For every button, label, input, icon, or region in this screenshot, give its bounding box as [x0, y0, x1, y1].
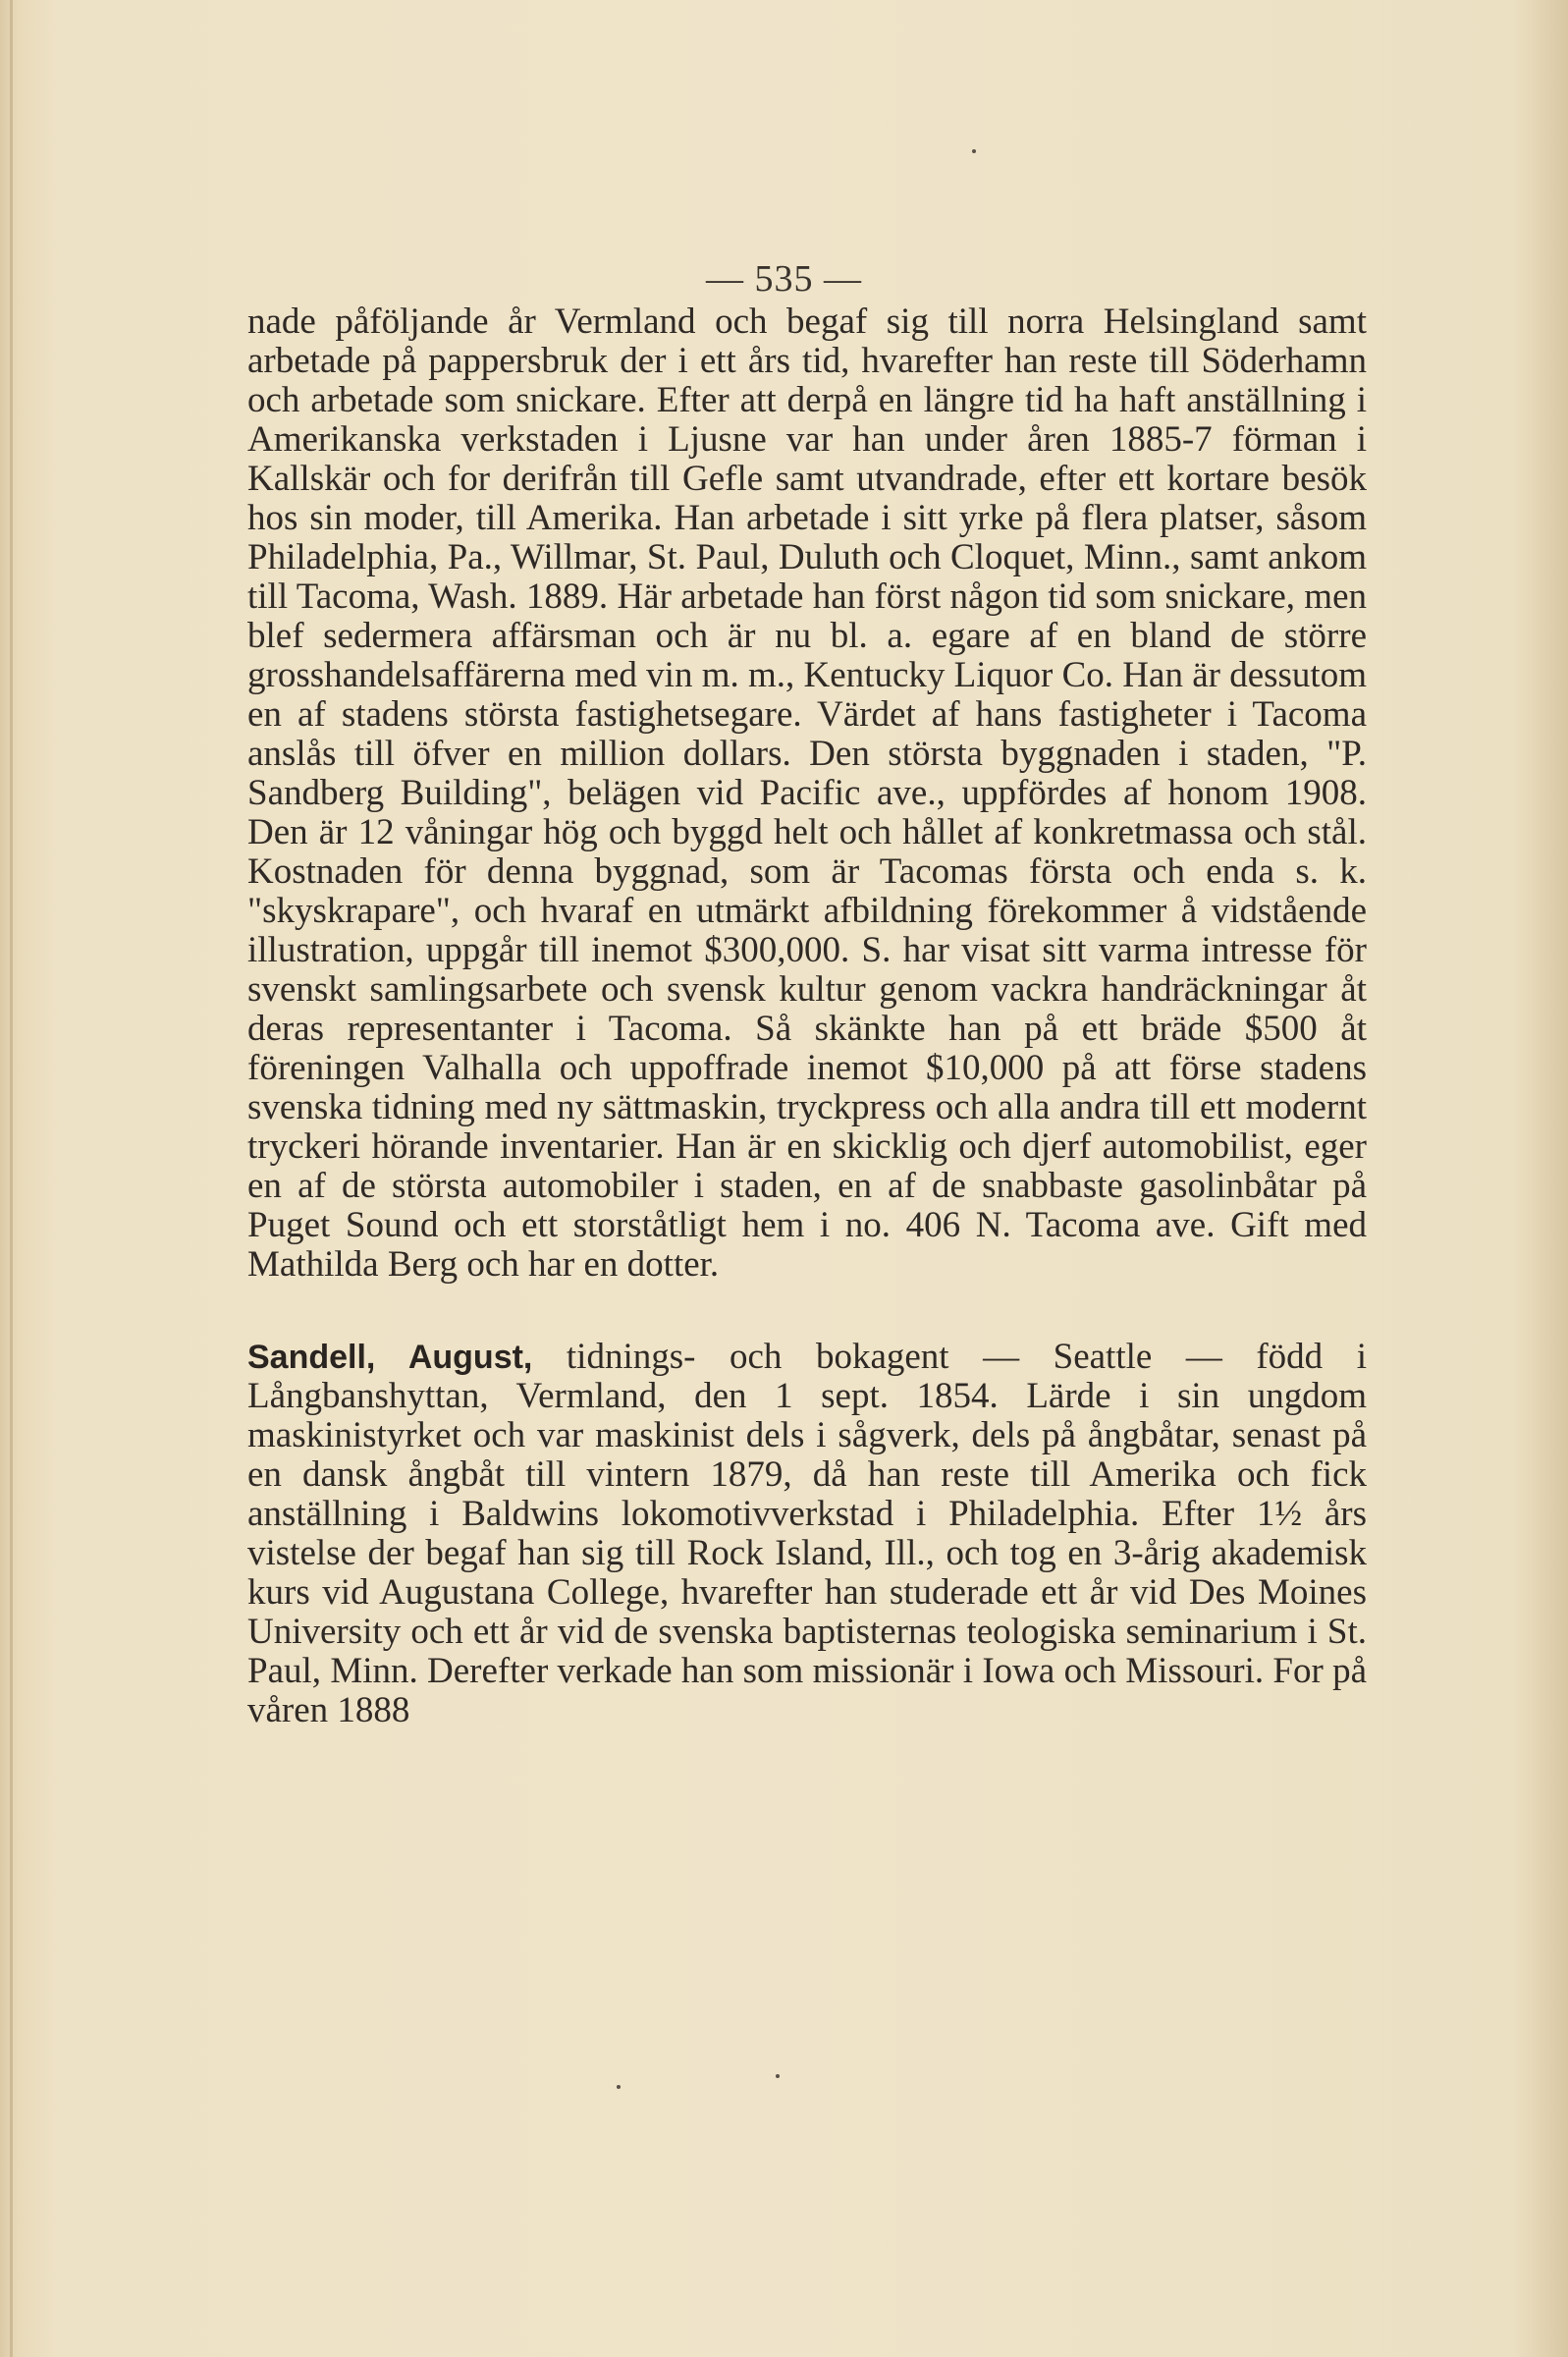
page-number: — 535 — — [706, 258, 862, 300]
page-binding-edge — [10, 0, 13, 2357]
paper-speck — [617, 2085, 621, 2089]
body-text — [247, 302, 1367, 1730]
paper-speck — [972, 149, 976, 153]
entry-name: Sandell, August, — [247, 1339, 533, 1376]
paragraph-sandberg: nade påföljande år Vermland och begaf sig till norra Helsingland samt arbetade på pappersbruk der i ett års tid, hvarefter han reste till Söderhamn och arbetade som snickare. Efter att derpå en längre tid ha haft anställning i Amerikanska verkstaden i Ljusne var han under åren 1885-7 förman i Kallskär och for derifrån till Gefle samt utvandrade, efter ett kortare besök hos sin moder, till Amerika. Han arbetade i sitt yrke på flera platser, såsom Philadelphia, Pa., Willmar, St. Paul, Duluth och Cloquet, Minn., samt ankom till Tacoma, Wash. 1889. Här arbetade han först någon tid som snickare, men blef sedermera affärsman och är nu bl. a. egare af en bland de större grosshandelsaffärerna med vin m. m., Kentucky Liquor Co. Han är dessutom en af stadens största fastighetsegare. Värdet af hans fastigheter i Tacoma anslås till öfver en million dollars. Den största byggnaden i staden, "P. Sandberg Building", belägen vid Pacific ave., uppfördes af honom 1908. Den är 12 våningar hög och byggd helt och hållet af konkretmassa och stål. Kostnaden för denna byggnad, som är Tacomas första och enda s. k. "skyskrapare", och hvaraf en utmärkt afbildning förekommer å vidstående illustration, uppgår till inemot $300,000. S. har visat sitt varma intresse för svenskt samlingsarbete och svensk kultur genom vackra handräckningar åt deras representanter i Tacoma. Så skänkte han på ett bräde $500 åt föreningen Valhalla och uppoffrade inemot $10,000 på att förse stadens svenska tidning med ny sättmaskin, tryckpress och alla andra till ett modernt tryckeri hörande inventarier. Han är en skicklig och djerf automobilist, eger en af de största automobiler i staden, en af de snabbaste gasolinbåtar på Puget Sound och ett storståtligt hem i no. 406 N. Tacoma ave. Gift med Mathilda Berg och har en dotter. — [247, 301, 1367, 1285]
paper-speck — [776, 2074, 780, 2078]
paragraph-sandell — [247, 1338, 1367, 1730]
entry-text: tidnings- och bokagent — Seattle — född i Långbanshyttan, Vermland, den 1 sept. 1854. Lärde i sin ungdom maskinistyrket och var maskinist dels i sågverk, dels på ångbåtar, senast på en dansk ångbåt till vintern 1879, då han reste till Amerika och fick anställning i Baldwins lokomotivverkstad i Philadelphia. Efter 1½ års vistelse der begaf han sig till Rock Island, Ill., och tog en 3-årig akademisk kurs vid Augustana College, hvarefter han studerade ett år vid Des Moines University och ett år vid de svenska baptisternas teologiska seminarium i St. Paul, Minn. Derefter verkade han som missionär i Iowa och Missouri. For på våren 1888 — [247, 1337, 1367, 1730]
